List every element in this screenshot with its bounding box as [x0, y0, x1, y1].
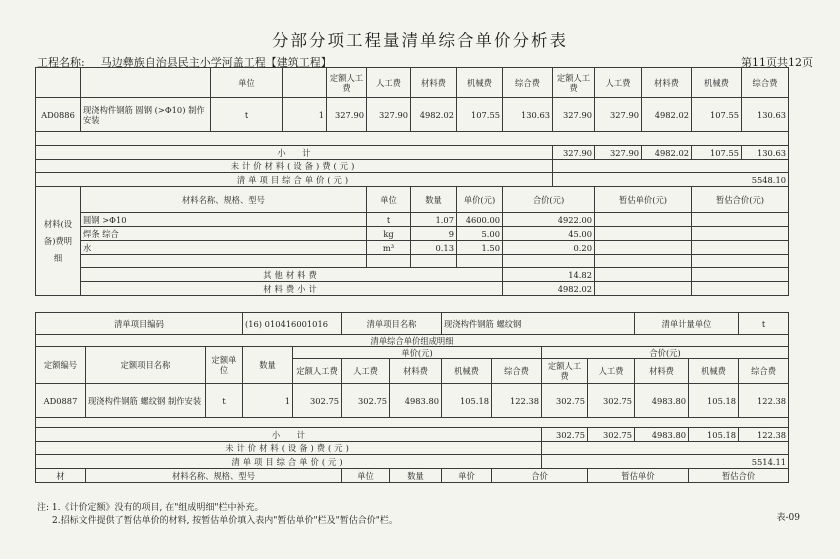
table-row [36, 384, 789, 418]
subtotal-cell: 4983.80 [635, 428, 689, 442]
list-unit-value: t [739, 313, 789, 335]
total-price-cell: 302.75 [542, 384, 588, 418]
unit-price-cell: 327.90 [327, 98, 367, 132]
table-row [36, 132, 789, 146]
col-composite: 综合费 [503, 68, 553, 98]
total-price-cell: 130.63 [742, 98, 789, 132]
col-labor-total: 人工费 [588, 359, 635, 384]
material-total: 0.20 [503, 241, 595, 255]
subtotal-cell: 4982.02 [642, 146, 692, 160]
detail-title: 清单综合单价组成明细 [36, 335, 789, 347]
mat-col-price: 单价 [442, 469, 492, 483]
col-machine-total: 机械费 [692, 68, 742, 98]
list-code-value: (16) 010416001016 [243, 313, 342, 335]
material-unit: t [367, 213, 411, 227]
col-machine-total: 机械费 [689, 359, 739, 384]
table-header-row [36, 347, 789, 359]
material-price: 5.00 [457, 227, 503, 241]
material-name: 焊条 综合 [81, 227, 367, 241]
col-composite: 综合费 [492, 359, 542, 384]
total-price-cell: 4982.02 [642, 98, 692, 132]
material-price: 4600.00 [457, 213, 503, 227]
quota-name: 现浇构件钢筋 圆钢 (>Φ10) 制作安装 [81, 98, 211, 132]
material-subtotal-value: 4982.02 [503, 282, 595, 296]
col-material: 材料费 [390, 359, 442, 384]
col-material-total: 材料费 [635, 359, 689, 384]
quota-code: AD0886 [36, 98, 81, 132]
total-price-cell: 122.38 [739, 384, 789, 418]
col-total-price-group: 合价(元) [542, 347, 789, 359]
col-quota-code: 定额编号 [36, 347, 86, 384]
total-price-cell: 302.75 [588, 384, 635, 418]
subtotal-row [36, 428, 789, 442]
note-1: 注: 1.《计价定额》没有的项目, 在"组成明细"栏中补充。 [37, 503, 264, 513]
material-block-label: 材料(设备)费明细 [36, 187, 81, 296]
subtotal-cell: 327.90 [595, 146, 642, 160]
material-unit: kg [367, 227, 411, 241]
col-qty: 数量 [243, 347, 293, 384]
unit-price-cell: 302.75 [342, 384, 390, 418]
unit-price-cell: 4983.80 [390, 384, 442, 418]
col-material: 材料费 [411, 68, 457, 98]
material-qty: 9 [411, 227, 457, 241]
subtotal-cell: 105.18 [689, 428, 739, 442]
col-composite-total: 综合费 [739, 359, 789, 384]
note-2: 2.招标文件提供了暂估单价的材料, 按暂估单价填入表内"暂估单价"栏及"暂估合价"栏。 [52, 516, 398, 526]
project-name: 马边彝族自治县民主小学河盖工程【建筑工程】 [100, 56, 332, 69]
analysis-table-1 [35, 67, 789, 296]
quota-unit: t [211, 98, 283, 132]
mat-col-est-price: 暂估单价 [588, 469, 689, 483]
col-labor-quota: 定额人工费 [293, 359, 342, 384]
other-material-value: 14.82 [503, 268, 595, 282]
subtotal-label: 小 计 [36, 146, 553, 160]
subtotal-cell: 302.75 [542, 428, 588, 442]
col-labor-total: 人工费 [595, 68, 642, 98]
detail-title-row [36, 335, 789, 347]
material-total: 45.00 [503, 227, 595, 241]
unit-price-cell: 107.55 [457, 98, 503, 132]
unit-price-value: 5514.11 [542, 455, 789, 469]
total-price-cell: 107.55 [692, 98, 742, 132]
col-machine: 机械费 [457, 68, 503, 98]
material-qty: 1.07 [411, 213, 457, 227]
page-title: 分部分项工程量清单综合单价分析表 [272, 31, 568, 50]
other-material-row [36, 268, 789, 282]
material-subtotal-row [36, 282, 789, 296]
mat-col-est-total: 暂估合价 [689, 469, 789, 483]
subtotal-label: 小 计 [36, 428, 542, 442]
unit-price-row [36, 455, 789, 469]
mat-col-unit: 单位 [342, 469, 390, 483]
unit-price-cell: 105.18 [442, 384, 492, 418]
material-qty: 0.13 [411, 241, 457, 255]
col-unit-price-group: 单价(元) [293, 347, 542, 359]
mat-col-name: 材料名称、规格、型号 [86, 469, 342, 483]
unit-price-cell: 130.63 [503, 98, 553, 132]
col-quota-unit: 定额单位 [206, 347, 243, 384]
material-header-row [36, 187, 789, 213]
unpriced-material-row [36, 160, 789, 173]
unit-price-cell: 302.75 [293, 384, 342, 418]
mat-col-unit: 单位 [367, 187, 411, 213]
list-name-value: 现浇构件钢筋 螺纹钢 [442, 313, 635, 335]
material-unit: m³ [367, 241, 411, 255]
quota-code: AD0887 [36, 384, 86, 418]
material-block-label: 材 [36, 469, 86, 483]
mat-col-qty: 数量 [411, 187, 457, 213]
total-price-cell: 105.18 [689, 384, 739, 418]
unit-price-cell: 122.38 [492, 384, 542, 418]
col-machine: 机械费 [442, 359, 492, 384]
unit-price-cell: 327.90 [367, 98, 411, 132]
mat-col-price: 单价(元) [457, 187, 503, 213]
unit-price-row [36, 173, 789, 187]
page-info: 第11页共12页 [741, 56, 813, 69]
col-labor-quota-total: 定额人工费 [553, 68, 595, 98]
unpriced-material-row [36, 442, 789, 455]
total-price-cell: 327.90 [595, 98, 642, 132]
total-price-cell: 327.90 [553, 98, 595, 132]
col-labor-quota: 定额人工费 [327, 68, 367, 98]
unit-price-label: 清单项目综合单价(元) [36, 173, 553, 187]
subtotal-cell: 327.90 [553, 146, 595, 160]
list-code-label: 清单项目编码 [36, 313, 243, 335]
material-row [36, 255, 789, 268]
material-name: 水 [81, 241, 367, 255]
table-row [36, 98, 789, 132]
mat-col-est-total: 暂估合价(元) [692, 187, 789, 213]
material-row [36, 213, 789, 227]
other-material-label: 其他材料费 [81, 268, 503, 282]
subtotal-row [36, 146, 789, 160]
subtotal-cell: 130.63 [742, 146, 789, 160]
col-quota-name: 定额项目名称 [86, 347, 206, 384]
list-name-label: 清单项目名称 [342, 313, 442, 335]
form-code: 表-09 [776, 513, 800, 523]
quota-unit: t [206, 384, 243, 418]
quota-name: 现浇构件钢筋 螺纹钢 制作安装 [86, 384, 206, 418]
unit-price-label: 清单项目综合单价(元) [36, 455, 542, 469]
material-subtotal-label: 材料费小计 [81, 282, 503, 296]
mat-col-total: 合价 [492, 469, 588, 483]
col-unit: 单位 [211, 68, 283, 98]
material-row [36, 241, 789, 255]
col-labor-quota-total: 定额人工费 [542, 359, 588, 384]
unpriced-label: 未计价材料(设备)费(元) [36, 160, 553, 173]
subtotal-cell: 302.75 [588, 428, 635, 442]
table-header-row [36, 68, 789, 98]
quota-qty: 1 [283, 98, 327, 132]
total-price-cell: 4983.80 [635, 384, 689, 418]
project-label: 工程名称: [37, 56, 85, 69]
col-material-total: 材料费 [642, 68, 692, 98]
mat-col-name: 材料名称、规格、型号 [81, 187, 367, 213]
material-row [36, 227, 789, 241]
col-labor: 人工费 [342, 359, 390, 384]
material-total: 4922.00 [503, 213, 595, 227]
table-row [36, 418, 789, 428]
unit-price-value: 5548.10 [553, 173, 789, 187]
list-item-info-row [36, 313, 789, 335]
analysis-table-2 [35, 312, 789, 483]
unpriced-label: 未计价材料(设备)费(元) [36, 442, 542, 455]
list-unit-label: 清单计量单位 [635, 313, 739, 335]
subtotal-cell: 122.38 [739, 428, 789, 442]
col-labor: 人工费 [367, 68, 411, 98]
material-name: 圆钢 >Φ10 [81, 213, 367, 227]
material-header-row [36, 469, 789, 483]
mat-col-total: 合价(元) [503, 187, 595, 213]
mat-col-est-price: 暂估单价(元) [595, 187, 692, 213]
material-price: 1.50 [457, 241, 503, 255]
mat-col-qty: 数量 [390, 469, 442, 483]
col-composite-total: 综合费 [742, 68, 789, 98]
unit-price-cell: 4982.02 [411, 98, 457, 132]
quota-qty: 1 [243, 384, 293, 418]
subtotal-cell: 107.55 [692, 146, 742, 160]
